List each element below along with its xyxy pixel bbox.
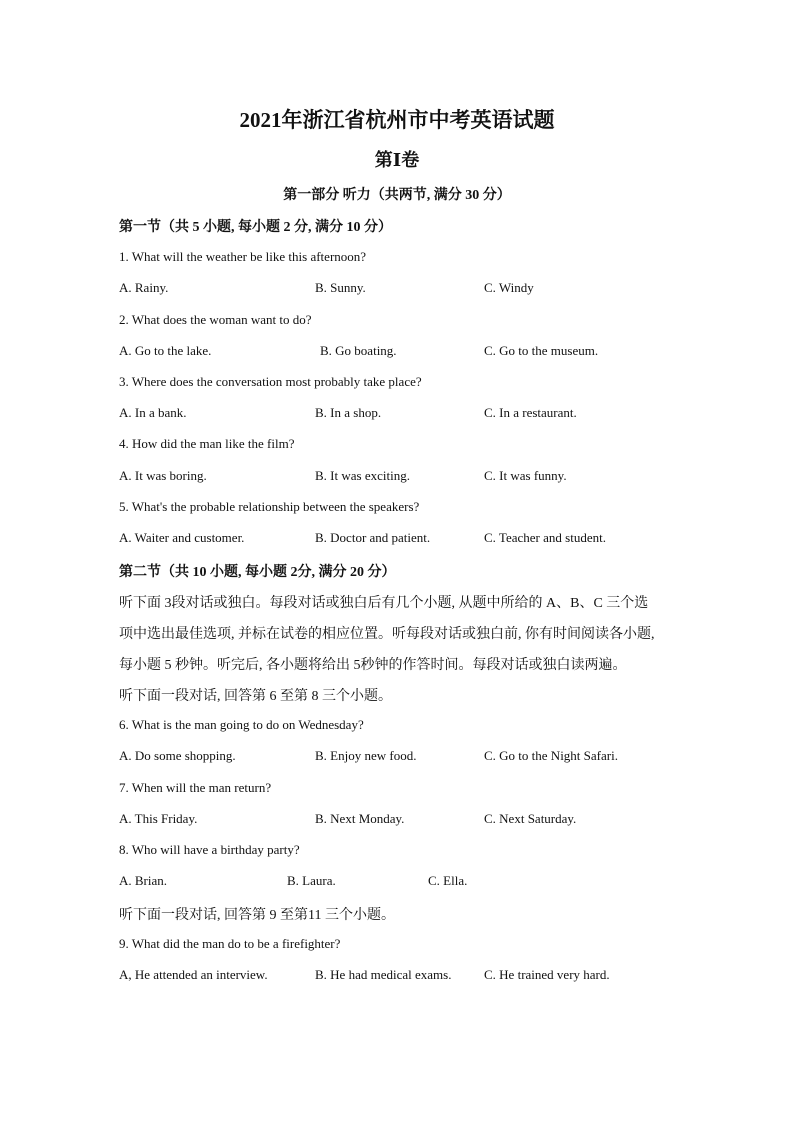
question-8: 8. Who will have a birthday party? [119, 842, 300, 857]
instructions-line-2: 项中选出最佳选项, 并标在试卷的相应位置。听每段对话或独白前, 你有时间阅读各小题, [119, 627, 655, 642]
q7-option-a: A. This Friday. [119, 811, 198, 826]
instructions-line-3: 每小题 5 秒钟。听完后, 各小题将给出 5秒钟的作答时间。每段对话或独白读两遍。 [119, 658, 627, 673]
q8-option-c: C. Ella. [428, 873, 468, 888]
question-9: 9. What did the man do to be a firefighter? [119, 936, 341, 951]
q3-option-c: C. In a restaurant. [484, 405, 577, 420]
group1-intro: 听下面一段对话, 回答第 6 至第 8 三个小题。 [119, 689, 392, 704]
q7-option-c: C. Next Saturday. [484, 811, 577, 826]
section2-heading: 第二节（共 10 小题, 每小题 2分, 满分 20 分） [119, 565, 396, 580]
q4-option-c: C. It was funny. [484, 468, 567, 483]
q8-option-b: B. Laura. [287, 873, 336, 888]
question-5: 5. What's the probable relationship between the speakers? [119, 499, 420, 514]
group2-intro: 听下面一段对话, 回答第 9 至第11 三个小题。 [119, 908, 395, 923]
q6-option-b: B. Enjoy new food. [315, 748, 417, 763]
volume-heading: 第Ⅰ卷 [374, 150, 420, 170]
q6-option-c: C. Go to the Night Safari. [484, 748, 618, 763]
q2-option-c: C. Go to the museum. [484, 343, 599, 358]
q2-option-b: B. Go boating. [320, 343, 397, 358]
q9-option-c: C. He trained very hard. [484, 967, 610, 982]
q1-option-c: C. Windy [484, 280, 534, 295]
q9-option-b: B. He had medical exams. [315, 967, 452, 982]
q3-option-b: B. In a shop. [315, 405, 382, 420]
q8-option-a: A. Brian. [119, 873, 168, 888]
q5-option-b: B. Doctor and patient. [315, 530, 431, 545]
q4-option-b: B. It was exciting. [315, 468, 410, 483]
question-4: 4. How did the man like the film? [119, 436, 295, 451]
q3-option-a: A. In a bank. [119, 405, 187, 420]
section1-heading: 第一节（共 5 小题, 每小题 2 分, 满分 10 分） [119, 220, 392, 235]
instructions-line-1: 听下面 3段对话或独白。每段对话或独白后有几个小题, 从题中所给的 A、B、C 三个选 [119, 596, 649, 611]
q1-option-a: A. Rainy. [119, 280, 169, 295]
q6-option-a: A. Do some shopping. [119, 748, 236, 763]
question-2: 2. What does the woman want to do? [119, 312, 312, 327]
q5-option-a: A. Waiter and customer. [119, 530, 245, 545]
question-7: 7. When will the man return? [119, 780, 272, 795]
question-1: 1. What will the weather be like this afternoon? [119, 249, 367, 264]
q4-option-a: A. It was boring. [119, 468, 207, 483]
part-heading: 第一部分 听力（共两节, 满分 30 分） [283, 188, 511, 203]
q5-option-c: C. Teacher and student. [484, 530, 606, 545]
q7-option-b: B. Next Monday. [315, 811, 405, 826]
question-3: 3. Where does the conversation most probably take place? [119, 374, 422, 389]
question-6: 6. What is the man going to do on Wednesday? [119, 717, 364, 732]
page-title: 2021年浙江省杭州市中考英语试题 [239, 108, 555, 132]
q1-option-b: B. Sunny. [315, 280, 366, 295]
q2-option-a: A. Go to the lake. [119, 343, 212, 358]
q9-option-a: A, He attended an interview. [119, 967, 268, 982]
